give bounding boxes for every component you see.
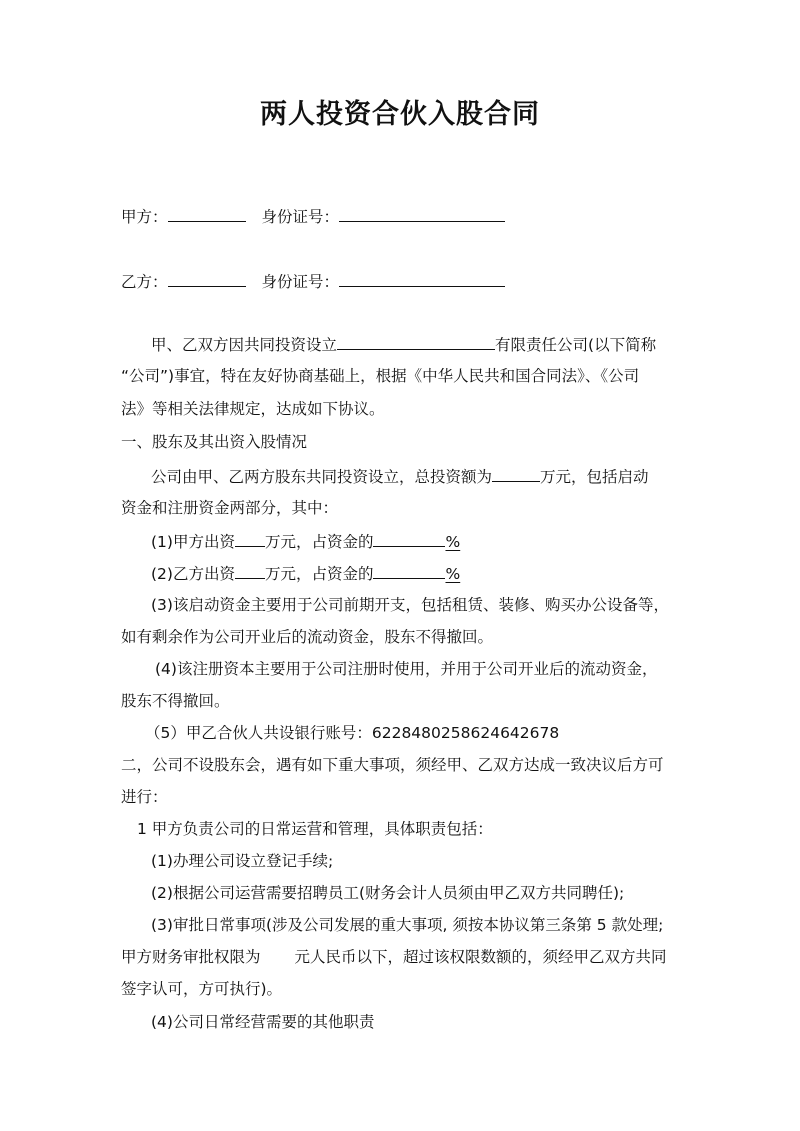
section-1-heading: 一、股东及其出资入股情况 — [121, 433, 308, 451]
item-2-party-b-contribution — [151, 562, 460, 584]
item-1-text-b: 万元，占资金的 — [264, 533, 374, 551]
item-3-line-1: (3)该启动资金主要用于公司前期开支，包括租赁、装修、购买办公设备等， — [151, 596, 669, 614]
item-5-bank-account: （5）甲乙合伙人共设银行账号：6228480258624642678 — [145, 724, 560, 742]
total-investment-text: 公司由甲、乙两方股东共同投资设立，总投资额为 — [151, 468, 493, 486]
total-investment-unit-text: 万元，包括启动 — [540, 468, 649, 486]
party-b-line — [121, 270, 505, 292]
section-1-para-line-1 — [151, 465, 649, 487]
item-1-percent-sign: % — [445, 533, 461, 551]
item-3-line-2: 如有剩余作为公司开业后的流动资金，股东不得撤回。 — [121, 628, 494, 646]
section-2-heading-line-1: 二，公司不设股东会，遇有如下重大事项，须经甲、乙双方达成一致决议后方可 — [121, 756, 664, 774]
preamble-line-1 — [151, 333, 656, 355]
item-1-party-a-contribution — [151, 530, 460, 552]
preamble-line-2: “公司”)事宜，特在友好协商基础上，根据《中华人民共和国合同法》、《公司 — [121, 367, 640, 385]
party-a-id-blank — [339, 205, 505, 222]
party-b-percent-blank — [373, 562, 445, 579]
section-2-heading-line-2: 进行： — [121, 788, 168, 806]
section-2-item-4: (4)公司日常经营需要的其他职责 — [151, 1013, 375, 1031]
party-b-name-blank — [168, 270, 246, 287]
party-b-amount-blank — [235, 562, 265, 579]
preamble-text-1a: 甲、乙双方因共同投资设立 — [151, 336, 338, 354]
item-2-percent-sign: % — [445, 565, 461, 583]
section-1-para-line-2: 资金和注册资金两部分，其中： — [121, 499, 339, 517]
approval-limit-text-b: 元人民币以下，超过该权限数额的，须经甲乙双方共同 — [294, 948, 667, 966]
party-b-label: 乙方： — [121, 273, 168, 291]
party-a-line — [121, 205, 505, 227]
party-a-id-label: 身份证号： — [261, 208, 340, 226]
item-2-text-a: (2)乙方出资 — [151, 565, 235, 583]
section-2-item-3-line-2 — [121, 947, 667, 967]
section-2-item-2: (2)根据公司运营需要招聘员工(财务会计人员须由甲乙双方共同聘任); — [151, 884, 625, 902]
document-title: 两人投资合伙入股合同 — [260, 99, 540, 130]
party-b-id-label: 身份证号： — [261, 273, 340, 291]
preamble-text-1b: 有限责任公司(以下简称 — [495, 336, 657, 354]
section-2-item-3-line-3: 签字认可，方可执行)。 — [121, 980, 283, 998]
item-2-text-b: 万元，占资金的 — [264, 565, 374, 583]
party-a-label: 甲方： — [121, 208, 168, 226]
item-1-text-a: (1)甲方出资 — [151, 533, 235, 551]
total-investment-blank — [492, 465, 540, 482]
section-2-item-3-line-1: (3)审批日常事项(涉及公司发展的重大事项, 须按本协议第三条第 5 款处理; — [151, 916, 664, 934]
party-b-id-blank — [339, 270, 505, 287]
item-4-line-1: (4)该注册资本主要用于公司注册时使用，并用于公司开业后的流动资金， — [155, 660, 658, 678]
party-a-name-blank — [168, 205, 246, 222]
section-2-sub-1: 1 甲方负责公司的日常运营和管理，具体职责包括： — [137, 820, 493, 838]
party-a-percent-blank — [373, 530, 445, 547]
company-name-blank — [337, 333, 495, 350]
section-2-item-1: (1)办理公司设立登记手续; — [151, 852, 334, 870]
approval-limit-text-a: 甲方财务审批权限为 — [121, 948, 261, 966]
party-a-amount-blank — [235, 530, 265, 547]
item-4-line-2: 股东不得撤回。 — [121, 692, 230, 710]
preamble-line-3: 法》等相关法律规定，达成如下协议。 — [121, 400, 385, 418]
